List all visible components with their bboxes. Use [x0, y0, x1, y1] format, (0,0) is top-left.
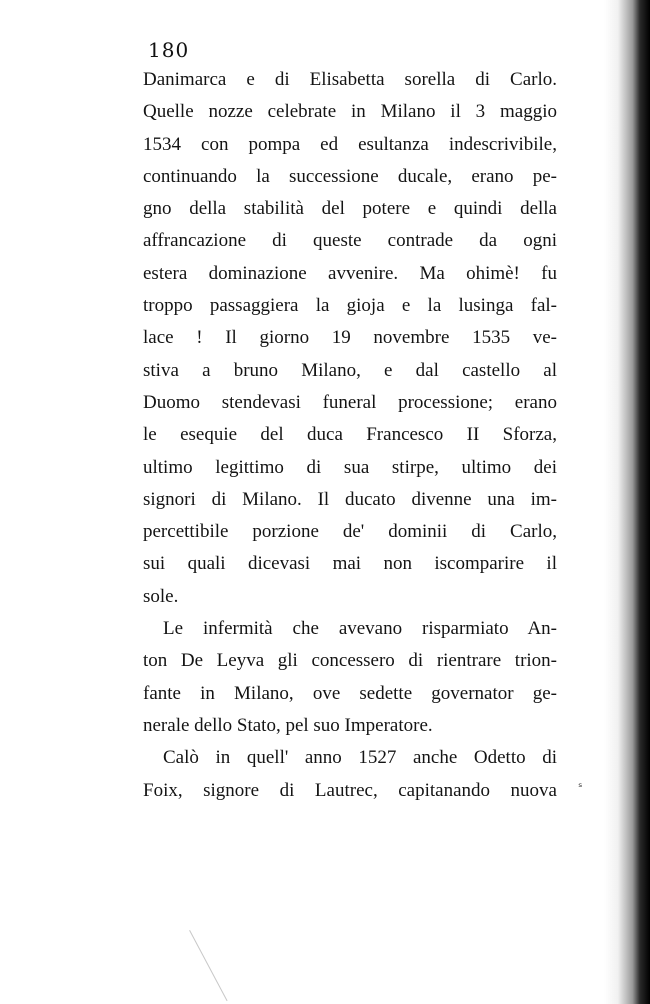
body-text [143, 64, 557, 807]
page-number: 180 [148, 38, 190, 62]
text-line: ultimo legittimo di sua stirpe, ultimo dei [143, 456, 557, 478]
text-line: Le infermità che avevano risparmiato An- [163, 618, 557, 640]
text-line: troppo passaggiera la gioja e la lusinga fal- [143, 295, 557, 317]
paper-fold-mark [189, 930, 227, 1001]
text-line: percettibile porzione de' dominii di Carlo, [143, 521, 557, 543]
text-line: lace ! Il giorno 19 novembre 1535 ve- [143, 327, 557, 349]
text-line: continuando la successione ducale, erano pe- [143, 165, 557, 187]
text-line: sui quali dicevasi mai non iscomparire il [143, 553, 557, 575]
text-line: ton De Leyva gli concessero di rientrare trion- [143, 650, 557, 672]
text-line: Quelle nozze celebrate in Milano il 3 maggio [143, 101, 557, 123]
text-line: Calò in quell' anno 1527 anche Odetto di [163, 747, 557, 769]
text-line: nerale dello Stato, pel suo Imperatore. [143, 714, 433, 736]
text-line: estera dominazione avvenire. Ma ohimè! fu [143, 262, 557, 284]
text-line: 1534 con pompa ed esultanza indescrivibile, [143, 133, 557, 155]
text-line: Duomo stendevasi funeral processione; erano [143, 391, 557, 413]
page-edge-shadow [604, 0, 650, 1004]
text-line: sole. [143, 585, 179, 607]
text-line: gno della stabilità del potere e quindi della [143, 198, 557, 220]
text-line: Foix, signore di Lautrec, capitanando nuova [143, 779, 557, 801]
text-line: le esequie del duca Francesco II Sforza, [143, 424, 557, 446]
text-line: signori di Milano. Il ducato divenne una im- [143, 488, 557, 510]
ink-speck-icon: ˢ [578, 780, 583, 794]
text-line: Danimarca e di Elisabetta sorella di Carlo. [143, 69, 557, 90]
text-line: affrancazione di queste contrade da ogni [143, 230, 557, 252]
text-line: fante in Milano, ove sedette governator ge- [143, 682, 557, 704]
text-line: stiva a bruno Milano, e dal castello al [143, 359, 557, 381]
